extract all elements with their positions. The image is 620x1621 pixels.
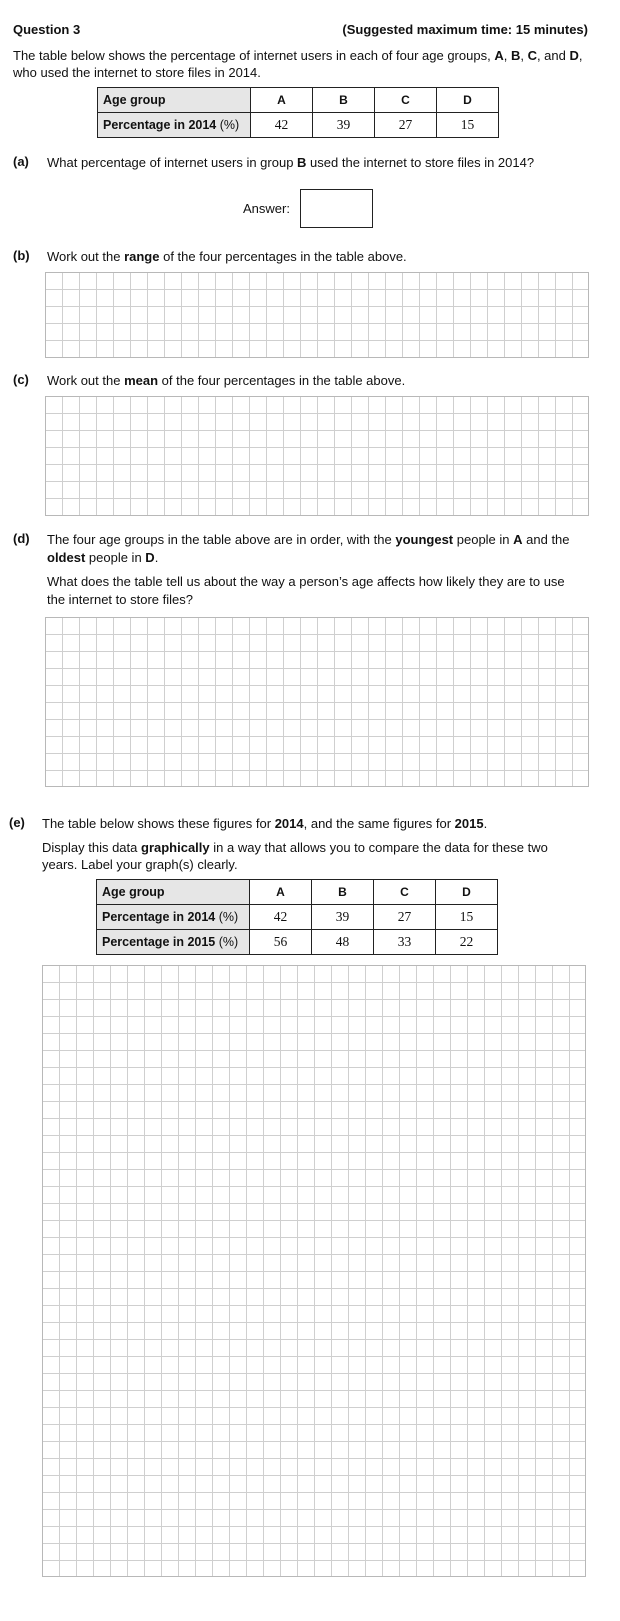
part-c-text: Work out the mean of the four percentages in the table above. — [47, 373, 406, 388]
table-header-label: Age group — [97, 880, 250, 905]
part-a-label: (a) — [13, 154, 29, 169]
part-d-question: What does the table tell us about the way a person’s age affects how likely they are to use the internet to store files? — [47, 574, 565, 607]
table-cell: 42 — [250, 905, 312, 930]
table-cell: 39 — [312, 905, 374, 930]
table-header-cell: B — [312, 880, 374, 905]
part-c-label: (c) — [13, 372, 29, 387]
part-b-label: (b) — [13, 248, 30, 263]
part-e-label: (e) — [9, 815, 25, 830]
part-e-instruction: Display this data graphically in a way that allows you to compare the data for these two years. Label your graph(s) clearly. — [42, 840, 548, 872]
working-grid-d[interactable] — [45, 617, 589, 787]
table-cell: 56 — [250, 930, 312, 955]
table-row — [98, 113, 499, 138]
graph-grid-e[interactable] — [42, 965, 586, 1577]
table-header-cell: A — [250, 880, 312, 905]
table-cell: 15 — [436, 905, 498, 930]
table-cell: 15 — [437, 113, 499, 138]
table-cell: 33 — [374, 930, 436, 955]
part-d-label: (d) — [13, 531, 30, 546]
table-cell: 27 — [375, 113, 437, 138]
part-a-text: What percentage of internet users in group B used the internet to store files in 2014? — [47, 155, 535, 170]
answer-label: Answer: — [243, 201, 290, 216]
answer-box[interactable] — [300, 189, 373, 228]
part-d-text: The four age groups in the table above are in order, with the youngest people in A and the oldest people in D. — [47, 532, 570, 565]
part-e-text: The table below shows these figures for 2014, and the same figures for 2015. — [42, 816, 488, 831]
question-number: Question 3 — [13, 22, 81, 37]
intro-text: The table below shows the percentage of internet users in each of four age groups, A, B, C, and D, who used the internet to store files in 2014. — [13, 48, 583, 80]
table-header-cell: D — [437, 88, 499, 113]
table-header-cell: A — [251, 88, 313, 113]
table-cell: 39 — [313, 113, 375, 138]
working-grid-c[interactable] — [45, 396, 589, 516]
table-row — [97, 880, 498, 905]
row-label: Percentage in 2014 (%) — [98, 113, 251, 138]
table-cell: 48 — [312, 930, 374, 955]
table-cell: 22 — [436, 930, 498, 955]
table-2014-2015 — [96, 879, 498, 955]
working-grid-b[interactable] — [45, 272, 589, 358]
table-header-cell: C — [375, 88, 437, 113]
table-header-label: Age group — [98, 88, 251, 113]
suggested-time: (Suggested maximum time: 15 minutes) — [342, 22, 588, 37]
table-2014 — [97, 87, 499, 138]
table-header-cell: B — [313, 88, 375, 113]
table-cell: 42 — [251, 113, 313, 138]
table-header-cell: C — [374, 880, 436, 905]
row-label: Percentage in 2015 (%) — [97, 930, 250, 955]
table-row — [98, 88, 499, 113]
table-row — [97, 905, 498, 930]
table-cell: 27 — [374, 905, 436, 930]
table-header-cell: D — [436, 880, 498, 905]
part-b-text: Work out the range of the four percentages in the table above. — [47, 249, 407, 264]
row-label: Percentage in 2014 (%) — [97, 905, 250, 930]
table-row — [97, 930, 498, 955]
